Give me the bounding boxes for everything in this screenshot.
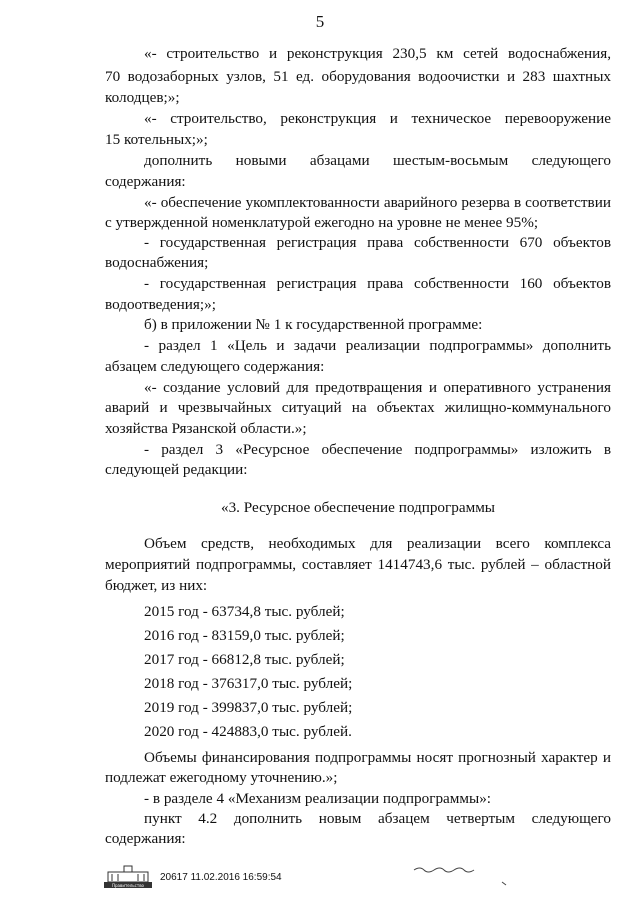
paragraph-line: мероприятий подпрограммы, составляет 1414743,6 тыс. рублей – областной [105,556,611,573]
paragraph-line: содержания: [105,173,186,190]
paragraph-line: абзацем следующего содержания: [105,358,325,375]
paragraph-line: Объемы финансирования подпрограммы носят прогнозный характер и [144,749,611,766]
paragraph-line: «- обеспечение укомплектованности аварийного резерва в соответствии [144,194,611,211]
paragraph-line: бюджет, из них: [105,577,208,594]
document-stamp: 20617 11.02.2016 16:59:54 [160,872,282,883]
paragraph-line: хозяйства Рязанской области.»; [105,420,307,437]
paragraph-line: - в разделе 4 «Механизм реализации подпрограммы»: [144,790,492,807]
section-heading: «3. Ресурсное обеспечение подпрограммы [220,499,496,516]
budget-year-line: 2017 год - 66812,8 тыс. рублей; [144,651,345,668]
paragraph-line: - раздел 1 «Цель и задачи реализации подпрограммы» дополнить [144,337,611,354]
government-logo-icon [100,864,156,890]
paragraph-line: б) в приложении № 1 к государственной программе: [144,316,483,333]
signature-mark-icon [412,862,512,888]
budget-year-line: 2016 год - 83159,0 тыс. рублей; [144,627,345,644]
paragraph-line: 70 водозаборных узлов, 51 ед. оборудования водоочистки и 283 шахтных [105,68,611,85]
paragraph-line: подлежат ежегодному уточнению.»; [105,769,338,786]
document-footer [100,864,640,890]
paragraph-line: - государственная регистрация права собственности 160 объектов [144,275,611,292]
logo-caption: Правительство [112,883,144,888]
paragraph-line: колодцев;»; [105,89,180,106]
paragraph-line: «- создание условий для предотвращения и оперативного устранения [144,379,611,396]
paragraph-line: 15 котельных;»; [105,131,208,148]
paragraph-line: водоснабжения; [105,254,209,271]
budget-year-line: 2018 год - 376317,0 тыс. рублей; [144,675,353,692]
budget-year-line: 2019 год - 399837,0 тыс. рублей; [144,699,353,716]
paragraph-line: аварий и чрезвычайных ситуаций на объектах жилищно-коммунального [105,399,611,416]
paragraph-line: - государственная регистрация права собственности 670 объектов [144,234,611,251]
paragraph-line: с утвержденной номенклатурой ежегодно на уровне не менее 95%; [105,214,539,231]
paragraph-line: дополнить новыми абзацами шестым-восьмым следующего [144,152,611,169]
paragraph-line: содержания: [105,830,186,847]
paragraph-line: водоотведения;»; [105,296,216,313]
paragraph-line: «- строительство и реконструкция 230,5 км сетей водоснабжения, [144,45,611,62]
paragraph-line: пункт 4.2 дополнить новым абзацем четвертым следующего [144,810,611,827]
paragraph-line: следующей редакции: [105,461,248,478]
budget-year-line: 2020 год - 424883,0 тыс. рублей. [144,723,352,740]
paragraph-line: Объем средств, необходимых для реализации всего комплекса [144,535,611,552]
page-number: 5 [315,12,325,31]
paragraph-line: «- строительство, реконструкция и техническое перевооружение [144,110,611,127]
paragraph-line: - раздел 3 «Ресурсное обеспечение подпрограммы» изложить в [144,441,611,458]
budget-year-line: 2015 год - 63734,8 тыс. рублей; [144,603,345,620]
